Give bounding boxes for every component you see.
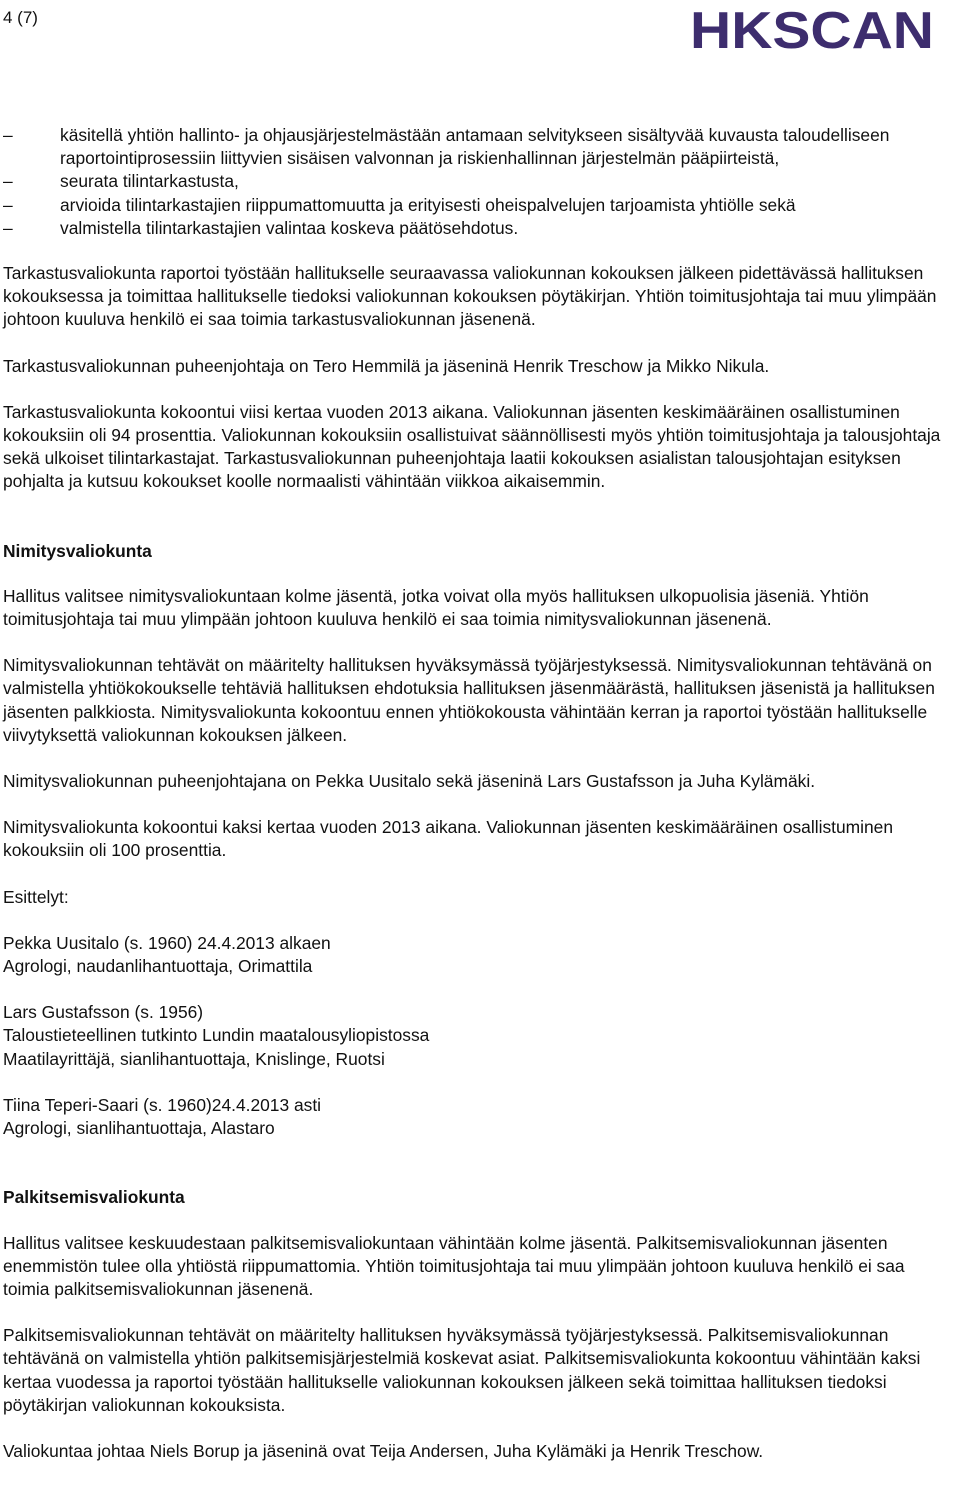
list-item: – valmistella tilintarkastajien valintaa koskeva päätösehdotus.	[3, 217, 519, 238]
remuneration-paragraph: Hallitus valitsee keskuudestaan palkitsemisvaliokuntaan vähintään kolme jäsentä. Palkitsemisvaliokunnan jäsenten enemmistön tulee olla yhtiöstä riippumattomia. Yhtiön toimitusjohtaja tai muu ylimpään johtoon kuuluva henkilö ei saa toimia palkitsemisvaliokunnan jäsenenä.	[3, 1232, 905, 1299]
nomination-members-paragraph: Nimitysvaliokunnan puheenjohtajana on Pekka Uusitalo sekä jäseninä Lars Gustafsson ja Juha Kylämäki.	[3, 771, 816, 792]
nomination-heading: Nimitysvaliokunta	[3, 540, 152, 561]
member-entry: Lars Gustafsson (s. 1956) Taloustieteellinen tutkinto Lundin maatalousyliopistossa Maatilayrittäjä, sianlihantuottaja, Knislinge, Ruotsi	[3, 1002, 430, 1069]
hkscan-logo	[690, 6, 936, 52]
audit-meetings-paragraph: Tarkastusvaliokunta kokoontui viisi kertaa vuoden 2013 aikana. Valiokunnan jäsenten keskimääräinen osallistuminen kokouksiin oli 94 prosenttia. Valiokunnan kokouksiin osallistuivat säännöllisesti myös yhtiön toimitusjohtaja ja talousjohtaja sekä ulkoiset tilintarkastajat. Tarkastusvaliokunnan puheenjohtaja laatii kokouksen asialistan talousjohtajan esityksen pohjalta ja kutsuu kokoukset koolle normaalisti vähintään viikkoa aikaisemmin.	[3, 401, 941, 492]
nomination-paragraph: Hallitus valitsee nimitysvaliokuntaan kolme jäsentä, jotka voivat olla myös hallituksen ulkopuolisia jäseniä. Yhtiön toimitusjohtaja tai muu ylimpään johtoon kuuluva henkilö ei saa toimia nimitysvaliokunnan jäsenenä.	[3, 585, 869, 630]
remuneration-duties-paragraph: Palkitsemisvaliokunnan tehtävät on määritelty hallituksen hyväksymässä työjärjestyksessä. Palkitsemisvaliokunnan tehtävänä on valmistella yhtiön palkitsemisjärjestelmiä koskevat asiat. Palkitsemisvaliokunta kokoontuu vähintään kaksi kertaa vuodessa ja raportoi työstään hallitukselle valiokunnan kokouksen jälkeen sekä toimittaa hallituksen tiedoksi pöytäkirjan valiokunnan kokouksista.	[3, 1325, 921, 1415]
audit-paragraph: Tarkastusvaliokunta raportoi työstään hallitukselle seuraavassa valiokunnan kokouksen jälkeen pidettävässä hallituksen kokouksessa ja toimittaa hallitukselle tiedoksi valiokunnan kokouksen pöytäkirjan. Yhtiön toimitusjohtaja tai muu ylimpään johtoon kuuluva henkilö ei saa toimia tarkastusvaliokunnan jäsenenä.	[3, 263, 937, 330]
audit-members-paragraph: Tarkastusvaliokunnan puheenjohtaja on Tero Hemmilä ja jäseninä Henrik Treschow ja Mikko Nikula.	[3, 355, 770, 376]
member-entry: Tiina Teperi-Saari (s. 1960)24.4.2013 asti Agrologi, sianlihantuottaja, Alastaro	[3, 1094, 322, 1139]
nomination-duties-paragraph: Nimitysvaliokunnan tehtävät on määritelty hallituksen hyväksymässä työjärjestyksessä. Nimitysvaliokunnan tehtävänä on valmistella yhtiökokoukselle tehtäviä hallituksen ehdotuksia hallituksen jäsenmäärästä, hallituksen jäsenistä ja hallituksen jäsenten palkkiosta. Nimitysvaliokunta kokoontuu ennen yhtiökokousta vähintään kerran ja raportoi työstään hallitukselle viivytyksettä valiokunnan kokouksen jälkeen.	[3, 655, 935, 745]
nomination-meetings-paragraph: Nimitysvaliokunta kokoontui kaksi kertaa vuoden 2013 aikana. Valiokunnan jäsenten keskimääräinen osallistuminen kokouksiin oli 100 prosenttia.	[3, 817, 894, 861]
svg-text:HKSCAN: HKSCAN	[690, 6, 934, 52]
document-body	[3, 124, 953, 1486]
presented-label: Esittelyt:	[3, 886, 69, 907]
list-item: – käsitellä yhtiön hallinto- ja ohjausjärjestelmästään antamaan selvitykseen sisältyvää kuvausta taloudelliseen raportointiprosessiin liittyvien sisäisen valvonnan ja riskienhallinnan järjestelmän pääpiirteistä,	[3, 125, 890, 169]
page-number: 4 (7)	[3, 8, 38, 27]
remuneration-heading: Palkitsemisvaliokunta	[3, 1187, 185, 1208]
duties-list	[3, 124, 953, 240]
list-item: – arvioida tilintarkastajien riippumattomuutta ja erityisesti oheispalvelujen tarjoamista yhtiölle sekä	[3, 194, 796, 215]
remuneration-members-paragraph: Valiokuntaa johtaa Niels Borup ja jäseninä ovat Teija Andersen, Juha Kylämäki ja Henrik Treschow.	[3, 1440, 764, 1461]
member-entry: Pekka Uusitalo (s. 1960) 24.4.2013 alkaen Agrologi, naudanlihantuottaja, Orimattila	[3, 932, 331, 977]
list-item: – seurata tilintarkastusta,	[3, 171, 239, 192]
